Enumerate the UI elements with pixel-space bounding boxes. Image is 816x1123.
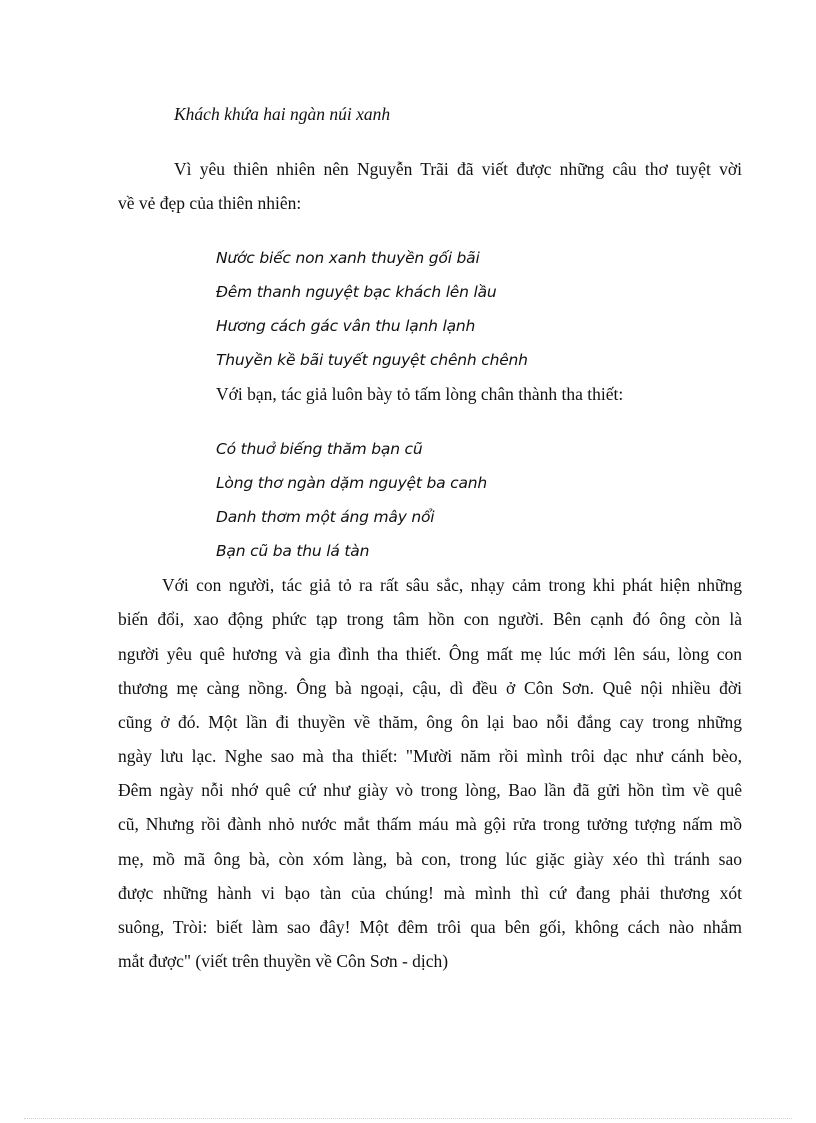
paragraph-people-line-6: ngày lưu lạc. Nghe sao mà tha thiết: "Mười năm rồi mình trôi dạc như cánh bèo, (118, 746, 742, 766)
poem1-line-4: Thuyền kề bãi tuyết nguyệt chênh chênh (216, 351, 528, 369)
paragraph-people-line-2: biến đổi, xao động phức tạp trong tâm hồn con người. Bên cạnh đó ông còn là (118, 609, 742, 629)
paragraph-nature-line-1: Vì yêu thiên nhiên nên Nguyễn Trãi đã viết được những câu thơ tuyệt vời (174, 159, 742, 179)
paragraph-people-line-1: Với con người, tác giả tỏ ra rất sâu sắc, nhạy cảm trong khi phát hiện những (162, 575, 742, 595)
poem1-line-3: Hương cách gác vân thu lạnh lạnh (216, 317, 476, 335)
paragraph-people-line-7: Đêm ngày nỗi nhớ quê cứ như giày vò trong lòng, Bao lần đã gửi hồn tìm về quê (118, 780, 742, 800)
page-bottom-rule (24, 1118, 792, 1119)
paragraph-people-line-4: thương mẹ càng nồng. Ông bà ngoại, cậu, dì đều ở Côn Sơn. Quê nội nhiều đời (118, 678, 742, 698)
paragraph-people-line-12: mắt được" (viết trên thuyền về Côn Sơn - dịch) (118, 951, 449, 971)
poem2-line-3: Danh thơm một áng mây nổi (216, 508, 435, 526)
paragraph-people-line-10: được những hành vi bạo tàn của chúng! mà mình thì cứ đang phải thương xót (118, 883, 742, 903)
paragraph-nature-line-2: về vẻ đẹp của thiên nhiên: (118, 193, 302, 213)
paragraph-people-line-11: suông, Tròi: biết làm sao đây! Một đêm trôi qua bên gối, không cách nào nhắm (118, 917, 742, 937)
poem2-line-2: Lòng thơ ngàn dặm nguyệt ba canh (216, 474, 488, 492)
poem1-line-2: Đêm thanh nguyệt bạc khách lên lầu (216, 283, 497, 301)
poem1-line-1: Nước biếc non xanh thuyền gối bãi (216, 249, 480, 267)
paragraph-people-line-5: cũng ở đó. Một lần đi thuyền về thăm, ông ôn lại bao nỗi đắng cay trong những (118, 712, 742, 732)
opening-verse: Khách khứa hai ngàn núi xanh (174, 104, 391, 124)
poem2-line-1: Có thuở biếng thăm bạn cũ (216, 440, 423, 458)
friends-intro: Với bạn, tác giả luôn bày tỏ tấm lòng chân thành tha thiết: (216, 384, 624, 404)
paragraph-people-line-9: mẹ, mồ mã ông bà, còn xóm làng, bà con, trong lúc giặc giày xéo thì tránh sao (118, 849, 742, 869)
paragraph-people-line-8: cũ, Nhưng rồi đành nhỏ nước mắt thấm máu mà gội rửa trong tưởng tượng nấm mồ (118, 814, 742, 834)
poem2-line-4: Bạn cũ ba thu lá tàn (216, 542, 370, 560)
paragraph-people-line-3: người yêu quê hương và gia đình tha thiết. Ông mất mẹ lúc mới lên sáu, lòng con (118, 644, 742, 664)
